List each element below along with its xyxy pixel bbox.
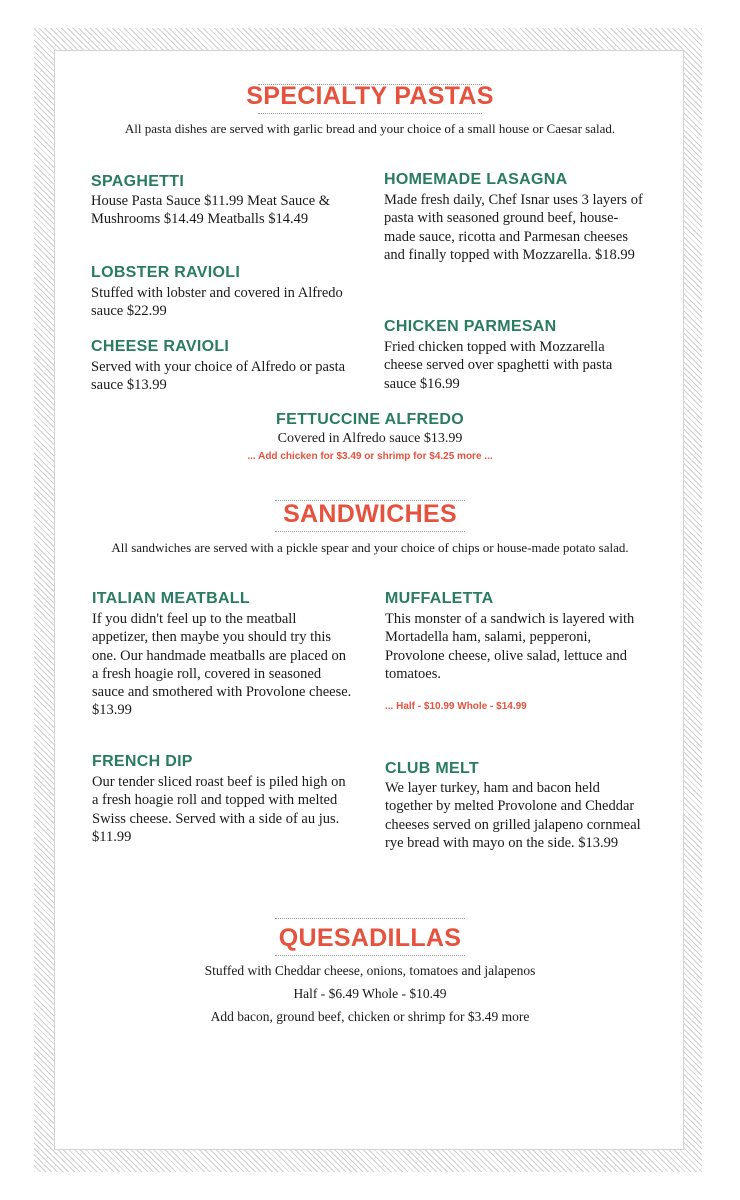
- sandwiches-title: SANDWICHES: [283, 500, 457, 528]
- lobster-ravioli-title: LOBSTER RAVIOLI: [91, 264, 241, 281]
- cheese-ravioli-desc: Served with your choice of Alfredo or pasta sauce $13.99: [91, 359, 346, 394]
- cheese-ravioli-title: CHEESE RAVIOLI: [91, 338, 230, 355]
- french-dip-desc: Our tender sliced roast beef is piled high on a fresh hoagie roll and topped with melted Swiss cheese. Served with a side of au jus. $11.99: [92, 774, 346, 845]
- meatball-desc: If you didn't feel up to the meatball appetizer, then maybe you should try this one. Our handmade meatballs are placed on a fresh hoagie roll, covered in seasoned sauce and smothered with Provolone cheese. $13.99: [92, 611, 352, 719]
- sandwiches-intro: All sandwiches are served with a pickle spear and your choice of chips or house-made potato salad.: [111, 540, 629, 555]
- lasagna-title: HOMEMADE LASAGNA: [384, 171, 568, 188]
- spaghetti-title: SPAGHETTI: [91, 173, 185, 190]
- muffaletta-price-note: ... Half - $10.99 Whole - $14.99: [385, 701, 527, 712]
- pastas-intro: All pasta dishes are served with garlic bread and your choice of a small house or Caesar salad.: [124, 121, 616, 136]
- quesadillas-description: Stuffed with Cheddar cheese, onions, tomatoes and jalapenos: [204, 963, 536, 978]
- pastas-title: SPECIALTY PASTAS: [246, 82, 494, 110]
- quesadillas-addon: Add bacon, ground beef, chicken or shrimp for $3.49 more: [210, 1009, 530, 1024]
- quesadillas-title: QUESADILLAS: [278, 924, 462, 952]
- club-melt-desc: We layer turkey, ham and bacon held together by melted Provolone and Cheddar cheeses served on grilled jalapeno cornmeal rye bread with mayo on the side. $13.99: [385, 780, 641, 851]
- title-dots-bottom: [275, 531, 465, 532]
- lasagna-desc: Made fresh daily, Chef Isnar uses 3 layers of pasta with seasoned ground beef, house-made sauce, ricotta and Parmesan cheeses and finally topped with Mozzarella. $18.99: [384, 192, 643, 263]
- title-dots-bottom: [275, 955, 465, 956]
- meatball-title: ITALIAN MEATBALL: [92, 590, 250, 607]
- title-dots-bottom: [258, 113, 482, 114]
- title-dots-top: [275, 918, 465, 919]
- french-dip-title: FRENCH DIP: [92, 753, 193, 770]
- lobster-ravioli-desc: Stuffed with lobster and covered in Alfredo sauce $22.99: [91, 285, 343, 320]
- fettuccine-addon-note: ... Add chicken for $3.49 or shrimp for $4.25 more ...: [247, 451, 493, 462]
- quesadillas-prices: Half - $6.49 Whole - $10.49: [293, 986, 447, 1001]
- chicken-parmesan-title: CHICKEN PARMESAN: [384, 318, 557, 335]
- muffaletta-desc: This monster of a sandwich is layered with Mortadella ham, salami, pepperoni, Provolone cheese, olive salad, lettuce and tomatoes.: [385, 611, 635, 682]
- spaghetti-desc: House Pasta Sauce $11.99 Meat Sauce & Mushrooms $14.49 Meatballs $14.49: [91, 193, 331, 228]
- muffaletta-title: MUFFALETTA: [385, 590, 494, 607]
- club-melt-title: CLUB MELT: [385, 760, 479, 777]
- fettuccine-desc: Covered in Alfredo sauce $13.99: [277, 431, 463, 446]
- fettuccine-title: FETTUCCINE ALFREDO: [276, 411, 464, 428]
- chicken-parmesan-desc: Fried chicken topped with Mozzarella cheese served over spaghetti with pasta sauce $16.99: [384, 339, 613, 392]
